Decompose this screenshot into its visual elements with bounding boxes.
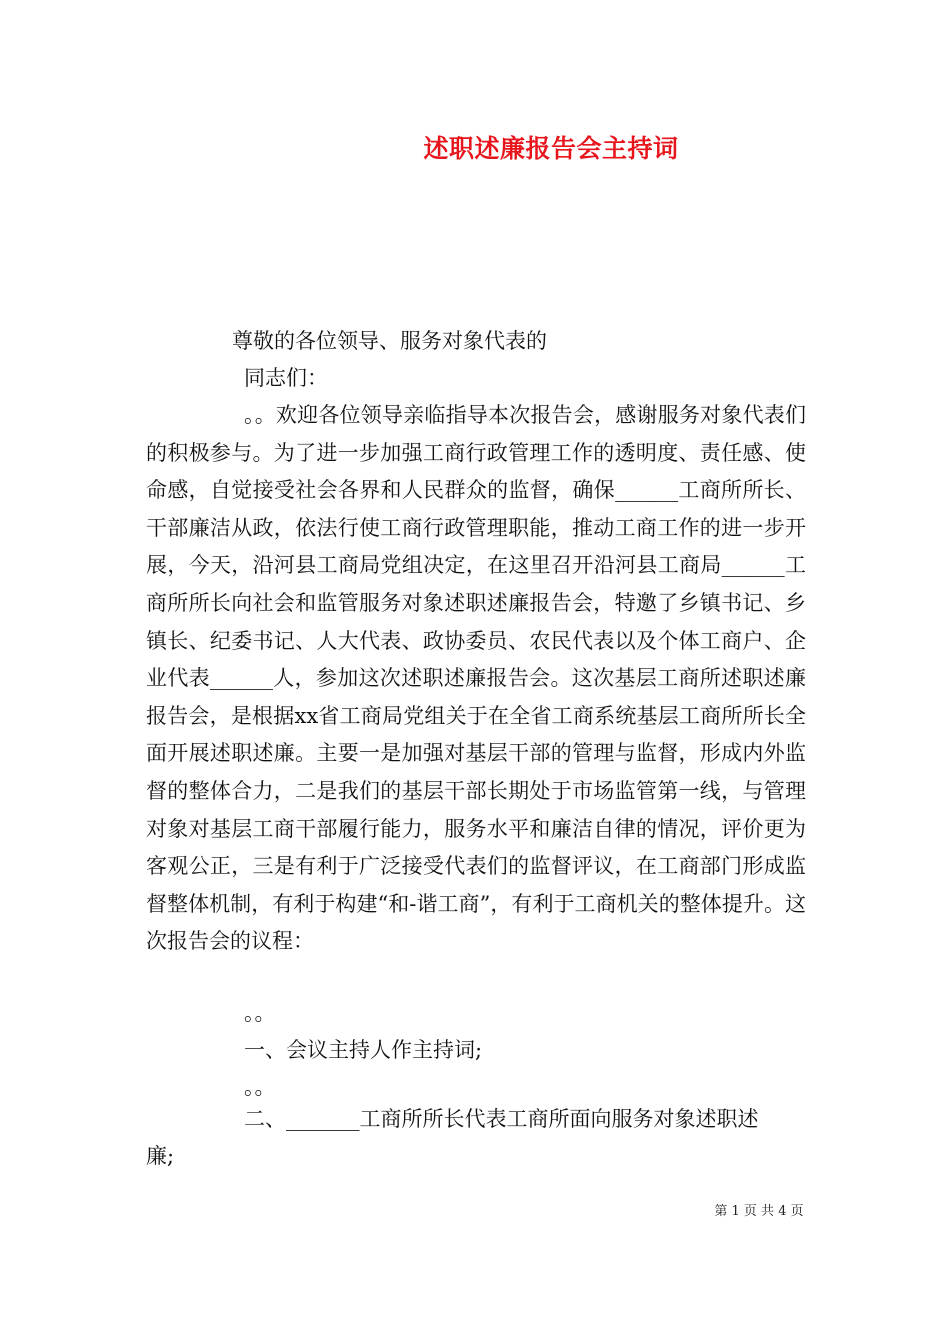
main-paragraph: 。。欢迎各位领导亲临指导本次报告会，感谢服务对象代表们的积极参与。为了进一步加强工商行政管理工作的透明度、责任感、使命感，自觉接受社会各界和人民群众的监督，确保______工商所所长、干部廉洁从政，依法行使工商行政管理职能，推动工商工作的进一步开展，今天，沿河县工商局党组决定，在这里召开沿河县工商局______工商所所长向社会和监管服务对象述职述廉报告会，特邀了乡镇书记、乡镇长、纪委书记、人大代表、政协委员、农民代表以及个体工商户、企业代表______人，参加这次述职述廉报告会。这次基层工商所述职述廉报告会，是根据xx省工商局党组关于在全省工商系统基层工商所所长全面开展述职述廉。主要一是加强对基层干部的管理与监督，形成内外监督的整体合力，二是我们的基层干部长期处于市场监管第一线，与管理对象对基层工商干部履行能力，服务水平和廉洁自律的情况，评价更为客观公正，三是有利于广泛接受代表们的监督评议，在工商部门形成监督整体机制，有利于构建“和-谐工商”，有利于工商机关的整体提升。这次报告会的议程：: [146, 403, 806, 954]
salutation-line-2: 同志们：: [244, 366, 328, 390]
agenda-item-1: 一、会议主持人作主持词;: [244, 1038, 483, 1062]
agenda-item-2: 二、_______工商所所长代表工商所面向服务对象述职述: [244, 1107, 759, 1131]
page-footer: 第 1 页 共 4 页: [714, 1204, 804, 1219]
ellipsis-2: 。。: [244, 1075, 276, 1099]
agenda-item-2-continuation: 廉;: [146, 1144, 175, 1168]
document-title: 述职述廉报告会主持词: [423, 134, 679, 163]
ellipsis-1: 。。: [244, 1001, 276, 1025]
salutation-line-1: 尊敬的各位领导、服务对象代表的: [232, 329, 547, 353]
